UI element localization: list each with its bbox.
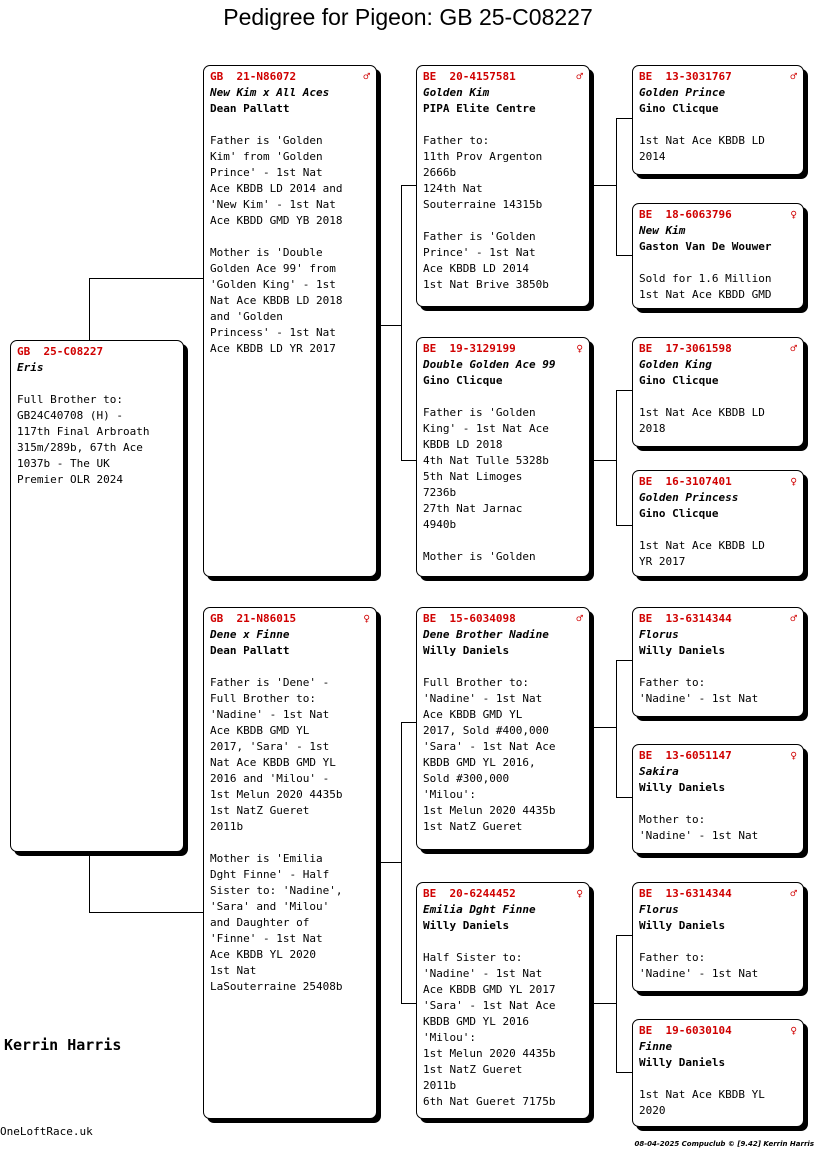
connector-line [616, 1072, 633, 1073]
breeder-name: Gino Clicque [423, 374, 503, 387]
connector-line [401, 185, 417, 186]
ring-number: BE 13-3031767 ♂ [639, 70, 797, 83]
bird-name: Dene x Finne [210, 628, 290, 641]
male-icon: ♂ [576, 70, 583, 83]
breeder-name: Willy Daniels [639, 1056, 726, 1069]
bird-name: Florus [639, 628, 679, 641]
breeder-name: Gino Clicque [639, 102, 719, 115]
ring-number: GB 21-N86072 ♂ [210, 70, 370, 83]
ring-number: GB 21-N86015 ♀ [210, 612, 370, 625]
ring-number: BE 17-3061598 ♂ [639, 342, 797, 355]
dd-dam-card[interactable] [632, 1019, 804, 1127]
female-icon: ♀ [576, 887, 583, 900]
bird-name: Dene Brother Nadine [423, 628, 549, 641]
bird-notes: Father to: 'Nadine' - 1st Nat [639, 676, 759, 705]
breeder-name: Dean Pallatt [210, 644, 290, 657]
connector-line [401, 722, 402, 1003]
connector-line [616, 660, 617, 797]
male-icon: ♂ [576, 612, 583, 625]
connector-line [616, 935, 617, 1072]
dam-dam-card[interactable] [416, 882, 590, 1119]
sd-dam-card[interactable] [632, 470, 804, 577]
connector-line [89, 852, 90, 912]
sire-dam-card[interactable] [416, 337, 590, 577]
ds-sire-card[interactable] [632, 607, 804, 717]
subject-bird-card[interactable] [10, 340, 184, 852]
dam-sire-card[interactable] [416, 607, 590, 850]
sire-card[interactable] [203, 65, 377, 577]
connector-line [377, 862, 401, 863]
male-icon: ♂ [363, 70, 370, 83]
bird-name: Golden Princess [639, 491, 739, 504]
male-icon: ♂ [790, 612, 797, 625]
female-icon: ♀ [790, 749, 797, 762]
owner-name: Kerrin Harris [4, 1036, 122, 1054]
bird-name: Golden King [639, 358, 712, 371]
bird-notes: 1st Nat Ace KBDB LD 2018 [639, 406, 765, 435]
bird-name: New Kim [639, 224, 686, 237]
connector-line [377, 325, 401, 326]
bird-notes: Mother to: 'Nadine' - 1st Nat [639, 813, 759, 842]
breeder-name: Gino Clicque [639, 507, 719, 520]
connector-line [89, 278, 90, 340]
connector-line [616, 390, 633, 391]
bird-name: Golden Kim [423, 86, 490, 99]
page-title: Pedigree for Pigeon: GB 25-C08227 [223, 4, 593, 30]
footer-text: 08-04-2025 Compuclub © [9.42] Kerrin Harris [634, 1140, 814, 1148]
ring-number: BE 19-6030104 ♀ [639, 1024, 797, 1037]
male-icon: ♂ [790, 887, 797, 900]
connector-line [616, 118, 633, 119]
connector-line [590, 185, 616, 186]
bird-notes: 1st Nat Ace KBDB LD 2014 [639, 134, 765, 163]
sd-sire-card[interactable] [632, 337, 804, 447]
ring-number: BE 15-6034098 ♂ [423, 612, 583, 625]
bird-name: Double Golden Ace 99 [423, 358, 556, 371]
breeder-name: Willy Daniels [423, 644, 510, 657]
connector-line [616, 797, 633, 798]
connector-line [616, 660, 633, 661]
breeder-name: Gino Clicque [639, 374, 719, 387]
bird-name: Eris [17, 361, 44, 374]
connector-line [89, 912, 204, 913]
connector-line [401, 460, 417, 461]
ss-sire-card[interactable] [632, 65, 804, 175]
bird-notes: 1st Nat Ace KBDB YL 2020 [639, 1088, 765, 1117]
connector-line [590, 1003, 616, 1004]
bird-name: New Kim x All Aces [210, 86, 330, 99]
connector-line [590, 727, 616, 728]
female-icon: ♀ [790, 208, 797, 221]
bird-notes: 1st Nat Ace KBDB LD YR 2017 [639, 539, 765, 568]
bird-notes: Half Sister to: 'Nadine' - 1st Nat Ace KBDB GMD YL 2017 'Sara' - 1st Nat Ace KBDB GMD YL 2016 'Milou': 1st Melun 2020 4435b 1st NatZ Gueret 2011b 6th Nat Gueret 7175b [423, 951, 556, 1108]
breeder-name: Willy Daniels [639, 781, 726, 794]
breeder-name: Gaston Van De Wouwer [639, 240, 772, 253]
female-icon: ♀ [576, 342, 583, 355]
bird-name: Emilia Dght Finne [423, 903, 536, 916]
bird-name: Golden Prince [639, 86, 726, 99]
female-icon: ♀ [363, 612, 370, 625]
dam-card[interactable] [203, 607, 377, 1119]
connector-line [89, 278, 204, 279]
male-icon: ♂ [790, 70, 797, 83]
male-icon: ♂ [790, 342, 797, 355]
ring-number: BE 20-6244452 ♀ [423, 887, 583, 900]
connector-line [401, 1003, 417, 1004]
connector-line [616, 255, 633, 256]
bird-notes: Father to: 'Nadine' - 1st Nat [639, 951, 759, 980]
ring-number: BE 13-6051147 ♀ [639, 749, 797, 762]
connector-line [590, 460, 616, 461]
connector-line [616, 390, 617, 525]
ds-dam-card[interactable] [632, 744, 804, 854]
bird-name: Sakira [639, 765, 679, 778]
bird-name: Finne [639, 1040, 673, 1053]
ss-dam-card[interactable] [632, 203, 804, 309]
dd-sire-card[interactable] [632, 882, 804, 992]
connector-line [401, 185, 402, 460]
bird-notes: Father to: 11th Prov Argenton 2666b 124th Nat Souterraine 14315b Father is 'Golden Prince' - 1st Nat Ace KBDB LD 2014 1st Nat Brive 3850b [423, 134, 549, 291]
bird-notes: Full Brother to: 'Nadine' - 1st Nat Ace KBDB GMD YL 2017, Sold #400,000 'Sara' - 1st Nat Ace KBDB GMD YL 2016, Sold #300,000 'Milou': 1st Melun 2020 4435b 1st NatZ Gueret [423, 676, 556, 833]
website-text: OneLoftRace.uk [0, 1125, 93, 1138]
ring-number: BE 20-4157581 ♂ [423, 70, 583, 83]
sire-sire-card[interactable] [416, 65, 590, 307]
breeder-name: Willy Daniels [639, 919, 726, 932]
female-icon: ♀ [790, 475, 797, 488]
connector-line [401, 722, 417, 723]
ring-number: BE 19-3129199 ♀ [423, 342, 583, 355]
ring-number: GB 25-C08227 [17, 345, 104, 358]
connector-line [616, 118, 617, 255]
bird-notes: Father is 'Golden King' - 1st Nat Ace KBDB LD 2018 4th Nat Tulle 5328b 5th Nat Limoges 7236b 27th Nat Jarnac 4940b Mother is 'Golden [423, 406, 549, 563]
connector-line [616, 935, 633, 936]
breeder-name: Willy Daniels [639, 644, 726, 657]
bird-name: Florus [639, 903, 679, 916]
connector-line [616, 525, 633, 526]
ring-number: BE 18-6063796 ♀ [639, 208, 797, 221]
female-icon: ♀ [790, 1024, 797, 1037]
bird-notes: Full Brother to: GB24C40708 (H) - 117th Final Arbroath 315m/289b, 67th Ace 1037b - The UK Premier OLR 2024 [17, 393, 150, 486]
breeder-name: Willy Daniels [423, 919, 510, 932]
ring-number: BE 16-3107401 ♀ [639, 475, 797, 488]
breeder-name: Dean Pallatt [210, 102, 290, 115]
ring-number: BE 13-6314344 ♂ [639, 887, 797, 900]
ring-number: BE 13-6314344 ♂ [639, 612, 797, 625]
bird-notes: Father is 'Dene' - Full Brother to: 'Nadine' - 1st Nat Ace KBDB GMD YL 2017, 'Sara' - 1st Nat Ace KBDB GMD YL 2016 and 'Milou' - 1st Melun 2020 4435b 1st NatZ Gueret 2011b Mother is 'Emilia Dght Finne' - Half Sister to: 'Nadine', 'Sara' and 'Milou' and Daughter of 'Finne' - 1st Nat Ace KBDB YL 2020 1st Nat LaSouterraine 25408b [210, 676, 343, 993]
breeder-name: PIPA Elite Centre [423, 102, 536, 115]
bird-notes: Father is 'Golden Kim' from 'Golden Prince' - 1st Nat Ace KBDB LD 2014 and 'New Kim' - 1st Nat Ace KBDD GMD YB 2018 Mother is 'Double Golden Ace 99' from 'Golden King' - 1st Nat Ace KBDB LD 2018 and 'Golden Princess' - 1st Nat Ace KBDB LD YR 2017 [210, 134, 343, 355]
bird-notes: Sold for 1.6 Million 1st Nat Ace KBDD GMD [639, 272, 772, 301]
